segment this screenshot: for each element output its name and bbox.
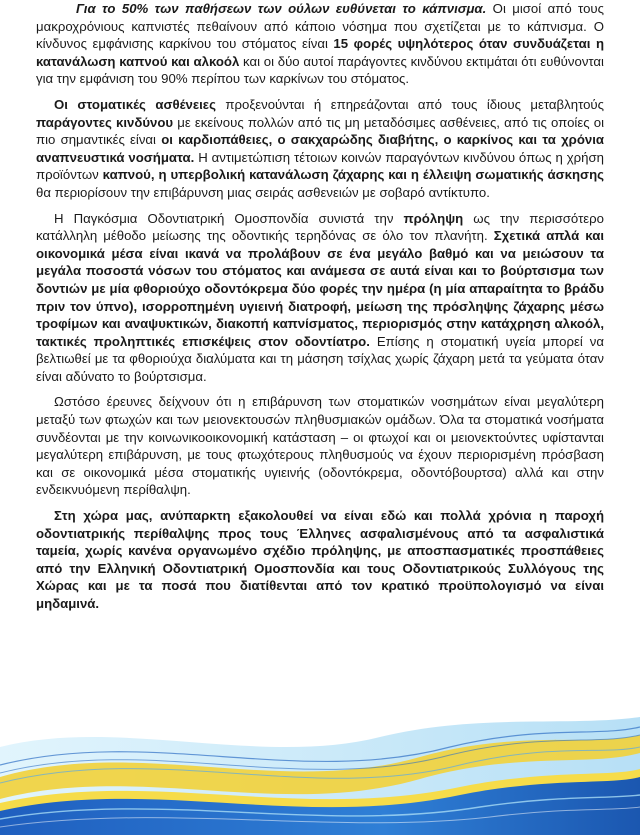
text-run: Σχετικά απλά και οικονομικά μέσα είναι ικανά να προλάβουν σε ένα μεγάλο βαθμό και να μειώσουν τα μεγάλα ποσοστά νόσων του στόματος και ανάμεσα σε αυτά είναι και το βούρτσισμα των δοντιών με μία φθοριούχο οδοντόκρεμα δύο φορές την ημέρα (η μία απαραίτητα το βράδυ πριν τον ύπνο), ισορροπημένη υγιεινή διατροφή, μείωση της πρόσληψης ζάχαρης μέσω τροφίμων και αναψυκτικών, διακοπή καπνίσματος, περιορισμός στην κατάχρηση αλκοόλ, τακτικές προληπτικές επισκέψεις στον οδοντίατρο. bbox=[36, 228, 604, 349]
text-run: Για το 50% των παθήσεων των ούλων ευθύνεται το κάπνισμα. bbox=[76, 1, 487, 16]
text-run: θα περιορίσουν την επιβάρυνση μιας σειράς ασθενειών με σοβαρό αντίκτυπο. bbox=[36, 184, 490, 200]
text-run: Η Παγκόσμια Οδοντιατρική Ομοσπονδία συνιστά την bbox=[54, 210, 404, 226]
text-run: Οι μισοί από τους μακροχρόνιους καπνιστές πεθαίνουν από κάποιο νόσημα που σχετίζεται με το κάπνισμα. Ο κίνδυνος εμφάνισης καρκίνου του στόματος είναι bbox=[36, 1, 604, 52]
text-run: παράγοντες κινδύνου bbox=[36, 114, 174, 130]
document-body bbox=[36, 0, 604, 621]
text-run: Στη χώρα μας, ανύπαρκτη εξακολουθεί να είναι εδώ και πολλά χρόνια η παροχή οδοντιατρικής περίθαλψης προς τους Έλληνες ασφαλισμένους από τα ασφαλιστικά ταμεία, χωρίς κανένα οργανωμένο σχέδιο πρόληψης, με αποσπασματικές προσπάθειες από την Ελληνική Οδοντιατρική Ομοσπονδία και τους Οδοντιατρικούς Συλλόγους της Χώρας και με τα ποσά που διατίθενται από τον κρατικό προϋπολογισμό να είναι μηδαμινά. bbox=[36, 508, 604, 611]
decorative-wave-footer bbox=[0, 707, 640, 835]
text-run: ως την περισσότερο κατάλληλη μέθοδο μείωσης της οδοντικής τερηδόνας σε όλο τον πλανήτη. bbox=[36, 210, 604, 244]
text-run: καπνού, η υπερβολική κατανάλωση ζάχαρης και η έλλειψη σωματικής άσκησης bbox=[102, 167, 604, 183]
text-run: Ωστόσο έρευνες δείχνουν ότι η επιβάρυνση των στοματικών νοσημάτων είναι μεγαλύτερη μεταξύ των φτωχών και των μειονεκτουσών πληθυσμιακών ομάδων. Όλα τα στοματικά νοσήματα συνδέονται με την κοινωνικοοικονομική κατάσταση – οι φτωχοί και οι μειονεκτούντες υφίστανται μεγαλύτερη επιβάρυνση, με τους φτωχότερους πληθυσμούς να έχουν περιορισμένη πρόσβαση και σε οικονομικά μέσα στοματικής υγιεινής (οδοντόκρεμα, οδοντόβουρτσα) αλλά και στην ενδεικνυόμενη περίθαλψη. bbox=[36, 394, 604, 498]
text-run: οι καρδιοπάθειες, ο σακχαρώδης διαβήτης, ο καρκίνος και τα χρόνια αναπνευστικά νοσήματα. bbox=[36, 132, 604, 165]
text-run: Η αντιμετώπιση τέτοιων κοινών παραγόντων κινδύνου όπως η χρήση προϊόντων bbox=[36, 149, 604, 183]
text-run: Επίσης η στοματική υγεία μπορεί να βελτιωθεί με τα φθοριούχα διαλύματα και τη μάσηση τσίχλας χωρίς ζάχαρη μετά τα γεύματα όταν είναι αδύνατο το βούρτσισμα. bbox=[36, 333, 604, 384]
paragraph-greece bbox=[36, 507, 604, 613]
paragraph-smoking bbox=[36, 0, 604, 88]
paragraph-inequality bbox=[36, 393, 604, 499]
text-run: πρόληψη bbox=[403, 210, 464, 226]
text-run: προξενούνται ή επηρεάζονται από τους ίδιους μεταβλητούς bbox=[215, 96, 604, 112]
text-run: 15 φορές υψηλότερος όταν συνδυάζεται η κατανάλωση καπνού και αλκοόλ bbox=[36, 36, 604, 69]
paragraph-oral-diseases bbox=[36, 96, 604, 202]
paragraph-prevention bbox=[36, 210, 604, 386]
text-run: Οι στοματικές ασθένειες bbox=[54, 96, 216, 112]
text-run: με εκείνους πολλών από τις μη μεταδόσιμες ασθένειες, από τις οποίες οι πιο σημαντικές είναι bbox=[36, 114, 604, 148]
text-run: και οι δύο αυτοί παράγοντες κινδύνου εκτιμάται ότι ευθύνονται για την εμφάνιση του 90% περίπου των καρκίνων του στόματος. bbox=[36, 53, 604, 87]
